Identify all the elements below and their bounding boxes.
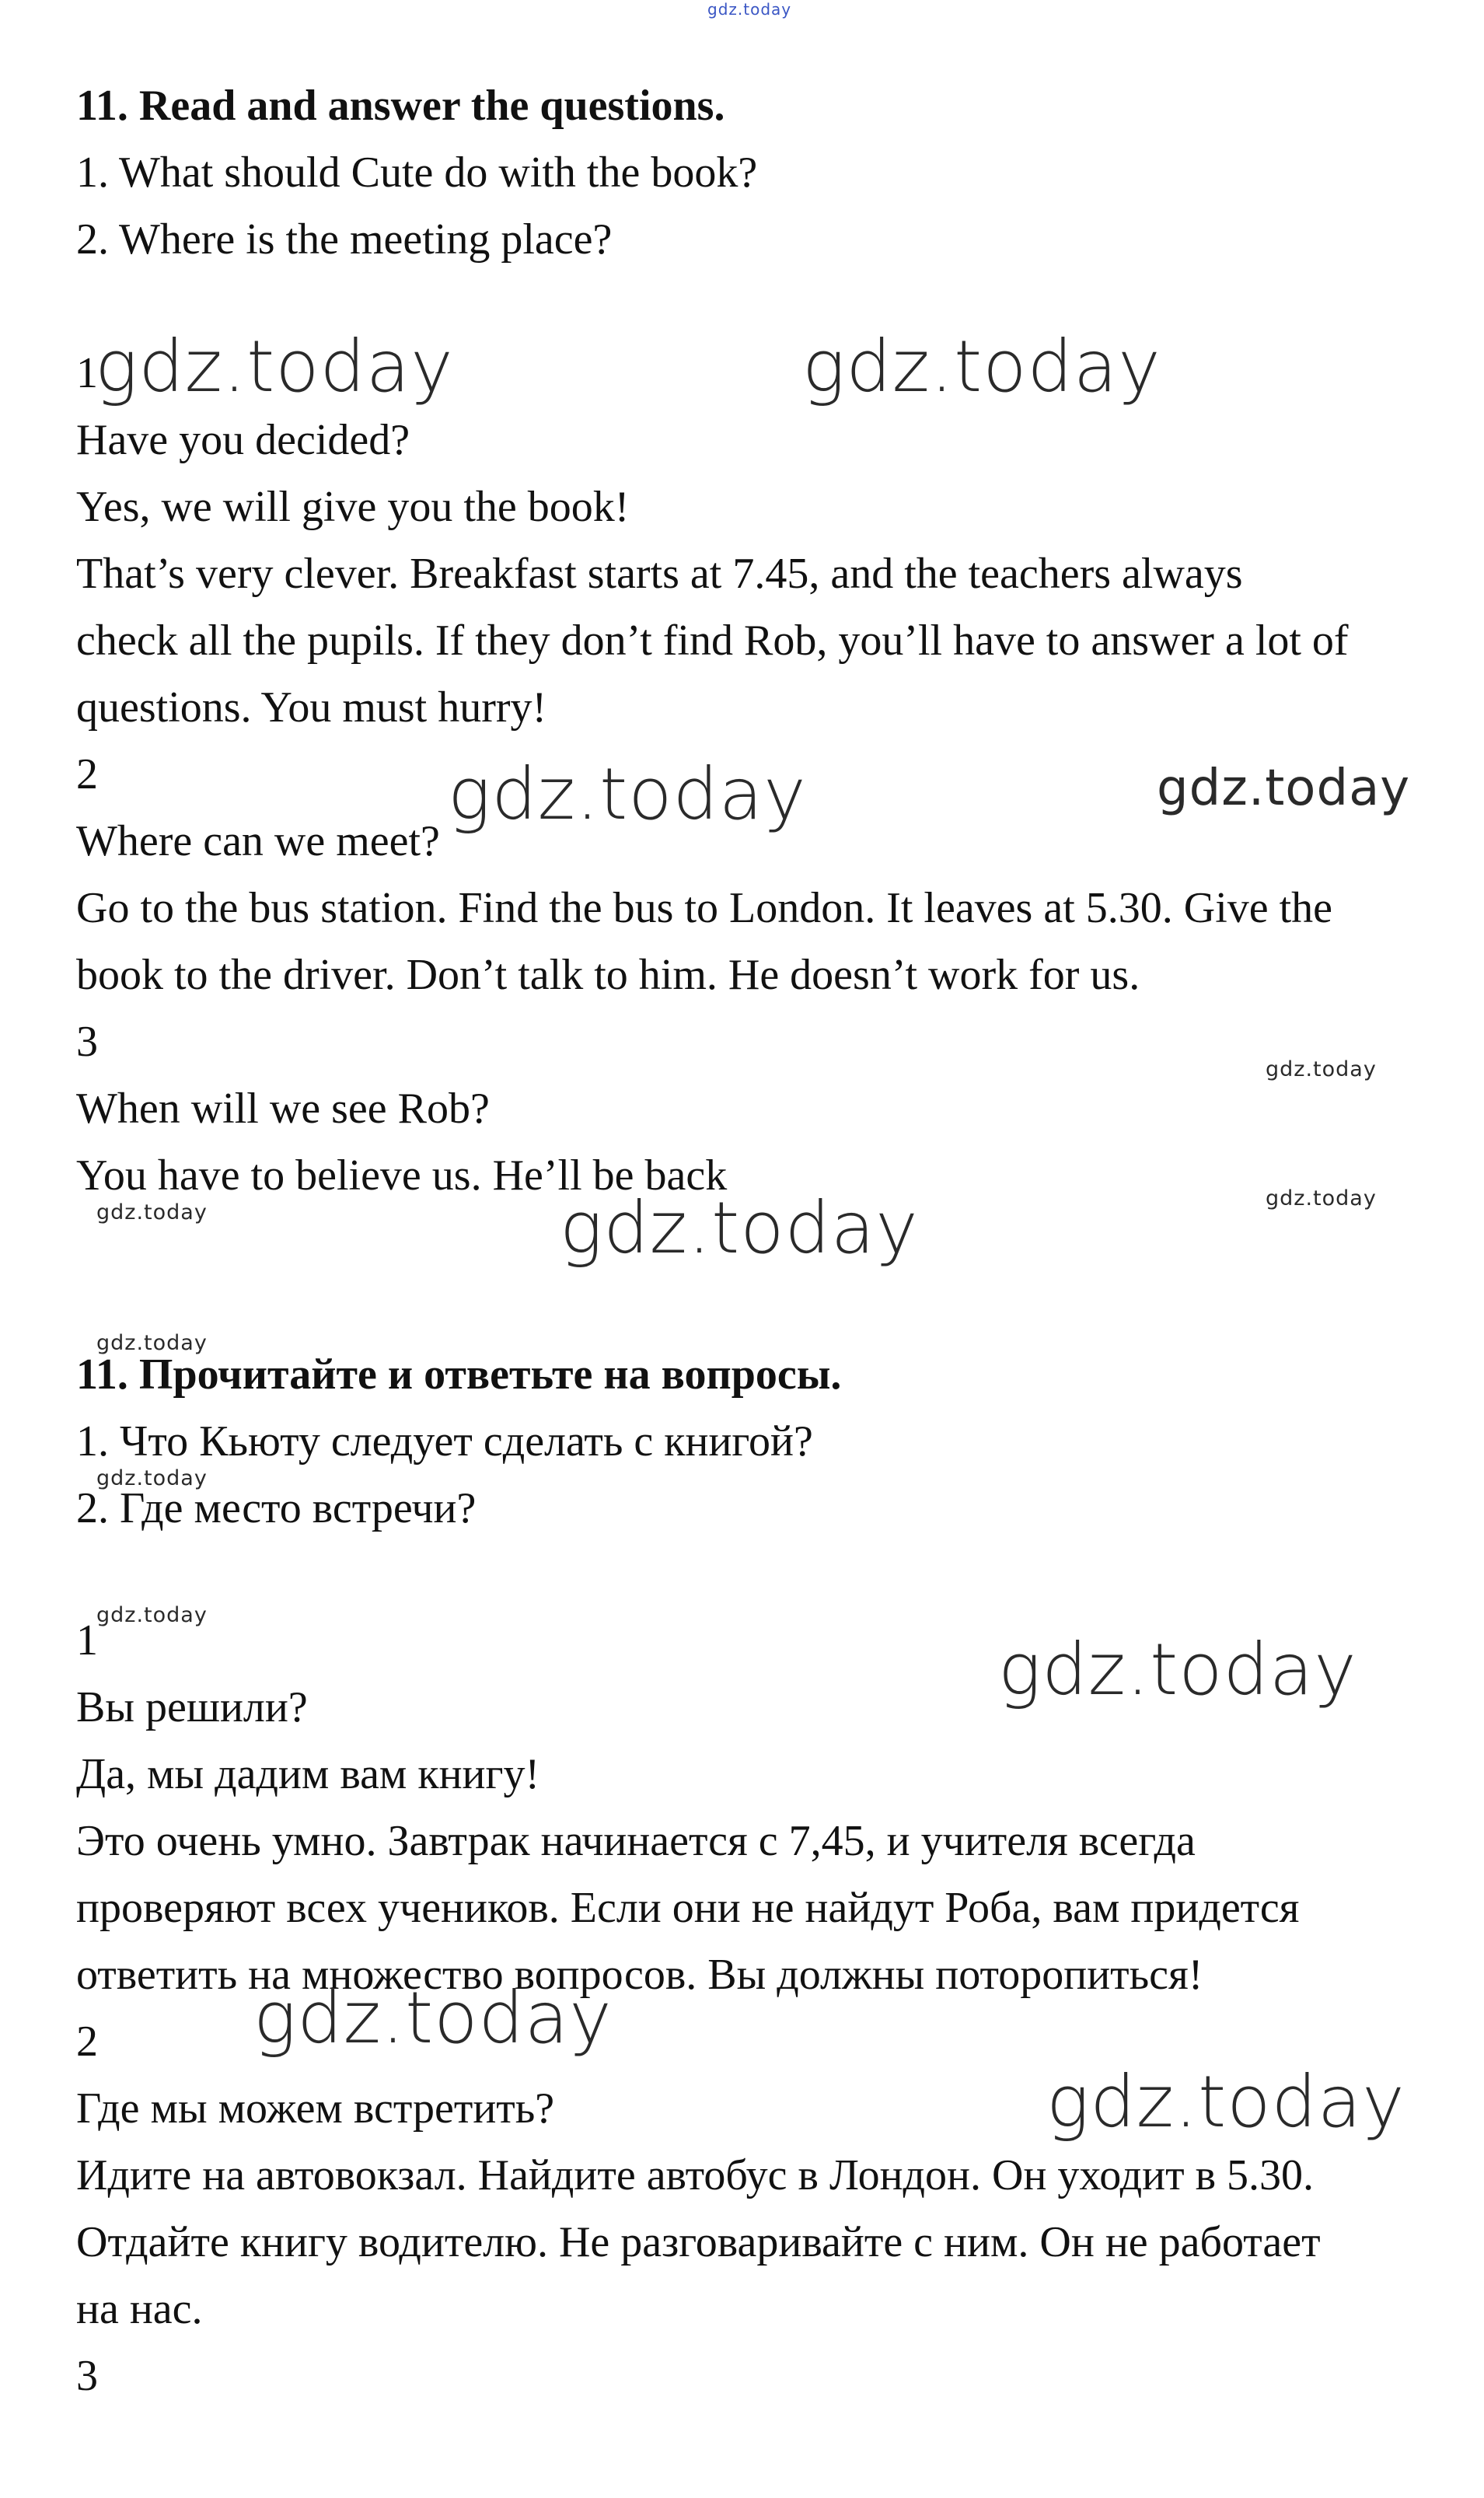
- russian-part2-line-4: на нас.: [76, 2285, 203, 2333]
- russian-part2-number: 2: [76, 2018, 98, 2066]
- watermark: gdz.today: [560, 1186, 919, 1270]
- english-part3-line-1: When will we see Rob?: [76, 1085, 490, 1133]
- russian-question-1: 1. Что Кьюту следует сделать с книгой?: [76, 1417, 813, 1466]
- watermark: gdz.today: [253, 1976, 613, 2060]
- russian-part3-number: 3: [76, 2352, 98, 2400]
- russian-part1-line-5: ответить на множество вопросов. Вы должны поторопиться!: [76, 1951, 1203, 1999]
- english-part3-line-2: You have to believe us. He’ll be back: [76, 1151, 728, 1200]
- english-question-1: 1. What should Cute do with the book?: [76, 148, 758, 197]
- russian-part1-number: 1: [76, 1616, 98, 1665]
- watermark: gdz.today: [1266, 1057, 1377, 1081]
- english-part2-line-3: book to the driver. Don’t talk to him. He doesn’t work for us.: [76, 951, 1140, 999]
- english-part1-line-2: Yes, we will give you the book!: [76, 483, 630, 531]
- english-heading: 11. Read and answer the questions.: [76, 82, 725, 130]
- watermark-top: gdz.today: [707, 0, 792, 19]
- english-question-2: 2. Where is the meeting place?: [76, 215, 613, 264]
- russian-part1-line-3: Это очень умно. Завтрак начинается с 7,45, и учителя всегда: [76, 1817, 1196, 1865]
- watermark: gdz.today: [1157, 760, 1411, 817]
- watermark: gdz.today: [95, 325, 454, 408]
- russian-part1-line-4: проверяют всех учеников. Если они не найдут Роба, вам придется: [76, 1884, 1300, 1932]
- watermark: gdz.today: [96, 1331, 208, 1355]
- english-part2-line-2: Go to the bus station. Find the bus to London. It leaves at 5.30. Give the: [76, 884, 1333, 932]
- russian-part1-line-2: Да, мы дадим вам книгу!: [76, 1750, 540, 1798]
- russian-part2-line-1: Где мы можем встретить?: [76, 2084, 555, 2133]
- russian-heading: 11. Прочитайте и ответьте на вопросы.: [76, 1350, 842, 1399]
- english-part2-number: 2: [76, 750, 98, 798]
- watermark: gdz.today: [1046, 2060, 1405, 2143]
- watermark: gdz.today: [96, 1603, 208, 1627]
- russian-question-2: 2. Где место встречи?: [76, 1484, 477, 1532]
- english-part2-line-1: Where can we meet?: [76, 817, 440, 865]
- english-part1-line-1: Have you decided?: [76, 416, 410, 464]
- english-part1-number: 1: [76, 349, 98, 397]
- watermark: gdz.today: [802, 325, 1161, 408]
- russian-part2-line-2: Идите на автовокзал. Найдите автобус в Лондон. Он уходит в 5.30.: [76, 2151, 1315, 2199]
- watermark: gdz.today: [1266, 1186, 1377, 1211]
- russian-part2-line-3: Отдайте книгу водителю. Не разговаривайте с ним. Он не работает: [76, 2218, 1321, 2266]
- watermark: gdz.today: [96, 1466, 208, 1490]
- english-part1-line-5: questions. You must hurry!: [76, 683, 547, 732]
- english-part1-line-3: That’s very clever. Breakfast starts at 7.45, and the teachers always: [76, 550, 1243, 598]
- watermark: gdz.today: [96, 1200, 208, 1225]
- watermark: gdz.today: [448, 753, 807, 836]
- russian-part1-line-1: Вы решили?: [76, 1683, 308, 1731]
- english-part1-line-4: check all the pupils. If they don’t find Rob, you’ll have to answer a lot of: [76, 617, 1349, 665]
- watermark: gdz.today: [998, 1628, 1357, 1711]
- english-part3-number: 3: [76, 1018, 98, 1066]
